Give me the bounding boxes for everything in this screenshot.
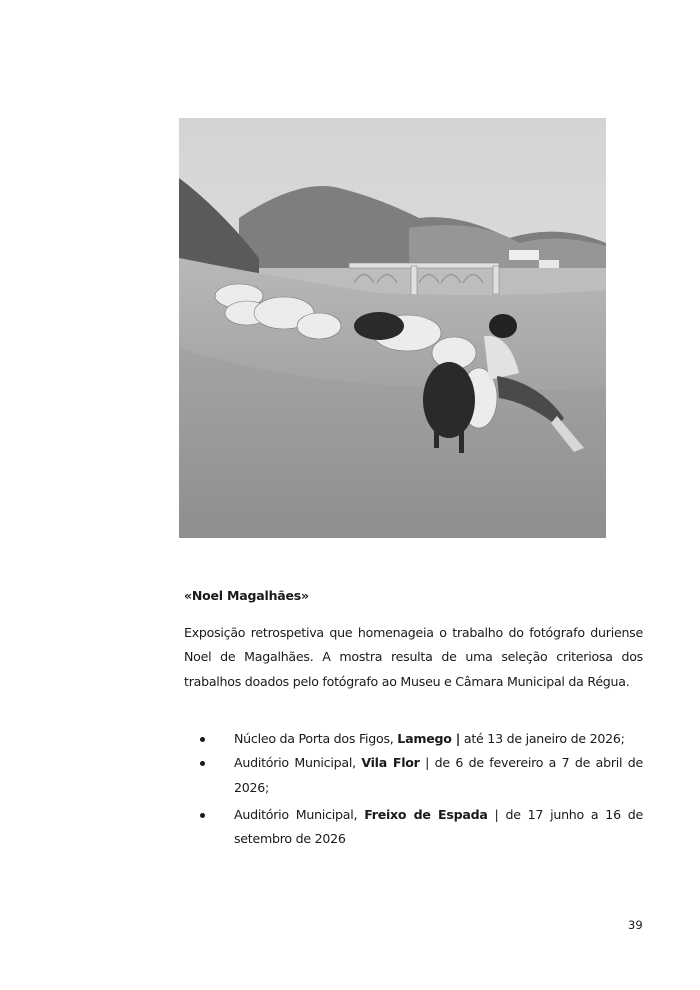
- list-item: Auditório Municipal, Freixo de Espada | de 17 junho a 16 de setembro de 2026: [184, 803, 643, 852]
- exhibition-title: «Noel Magalhães»: [184, 588, 309, 603]
- list-item: Núcleo da Porta dos Figos, Lamego | até 13 de janeiro de 2026;: [184, 727, 643, 751]
- bullet-icon: [200, 737, 205, 742]
- bullet-icon: [200, 813, 205, 818]
- venue-list: [184, 727, 643, 851]
- list-item: Auditório Municipal, Vila Flor | de 6 de fevereiro a 7 de abril de 2026;: [184, 751, 643, 800]
- landscape-photo: [179, 118, 606, 538]
- description-paragraph: Exposição retrospetiva que homenageia o trabalho do fotógrafo duriense Noel de Magalhães. A mostra resulta de uma seleção criteriosa dos trabalhos doados pelo fotógrafo ao Museu e Câmara Municipal da Régua.: [184, 625, 643, 689]
- bullet-icon: [200, 761, 205, 766]
- page-number: 39: [628, 918, 643, 932]
